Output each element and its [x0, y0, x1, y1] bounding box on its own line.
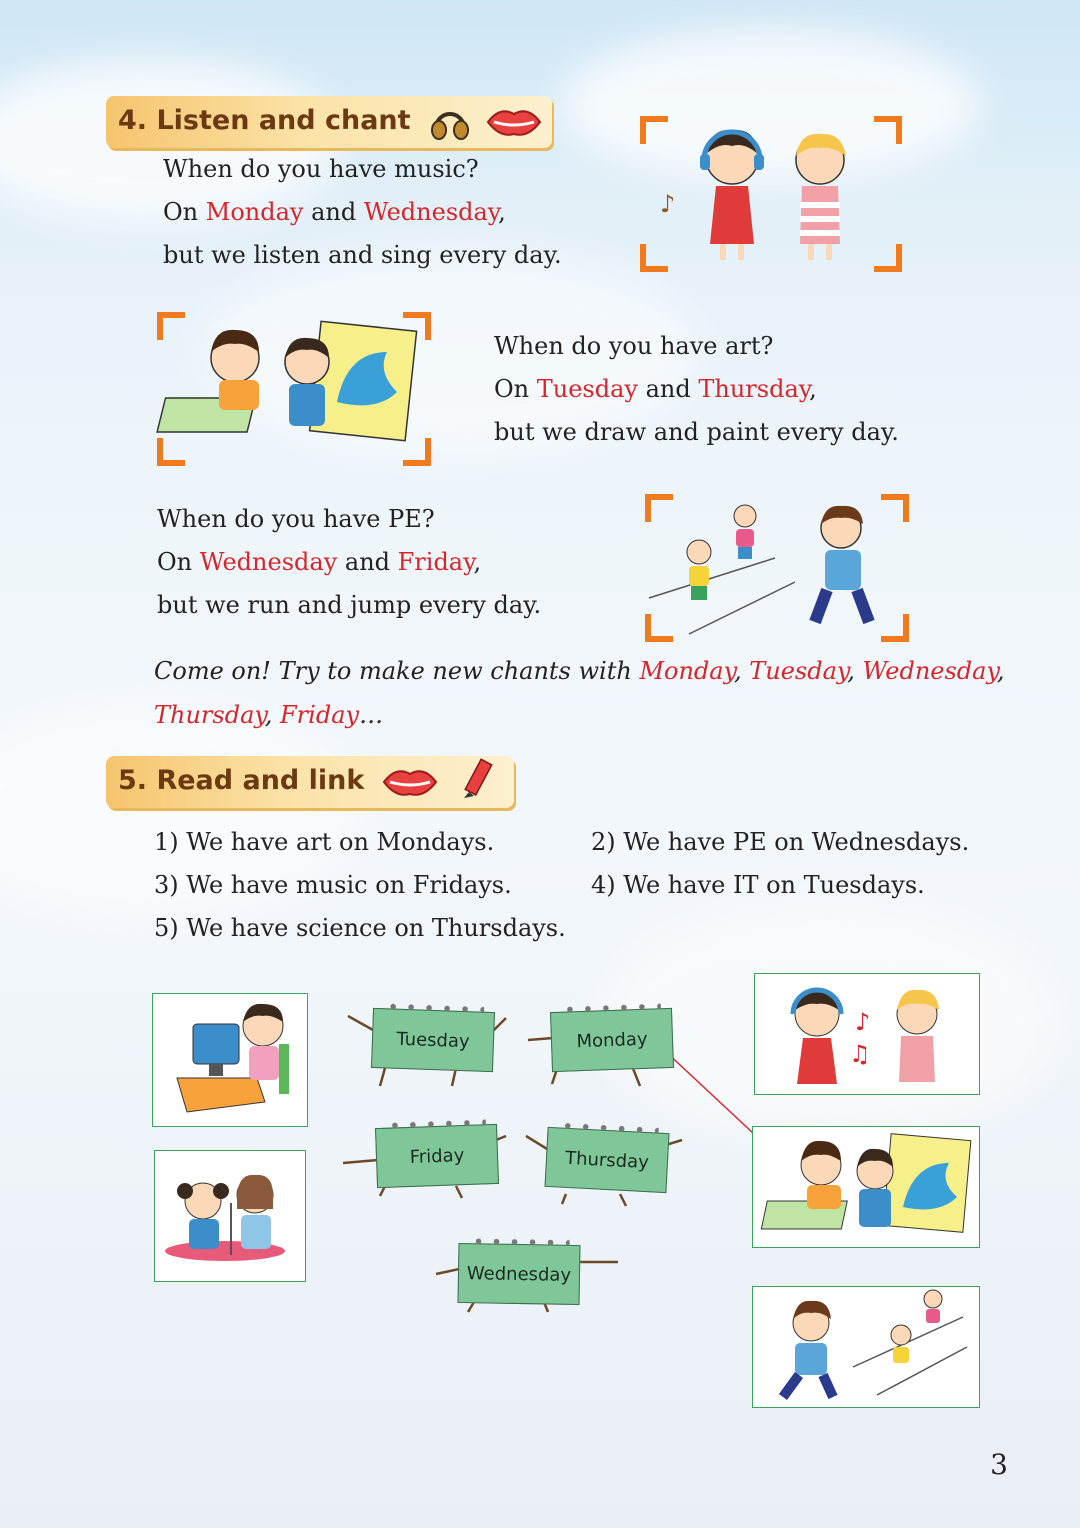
day-highlight: Friday	[280, 701, 360, 729]
svg-text:♪: ♪	[660, 190, 676, 218]
day-highlight: Monday	[639, 657, 734, 685]
day-highlight: Tuesday	[536, 375, 638, 403]
svg-text:♫: ♫	[849, 1040, 871, 1068]
day-highlight: Friday	[397, 548, 474, 576]
sentence-1: 1) We have art on Mondays.	[154, 828, 495, 856]
section5-title: 5. Read and link	[118, 765, 365, 796]
text: On	[163, 198, 206, 226]
day-card-tuesday[interactable]: Tuesday	[371, 1008, 495, 1072]
pe-line-3: but we run and jump every day.	[157, 591, 542, 619]
pe-class-picture[interactable]	[752, 1286, 980, 1408]
text: ,	[473, 548, 482, 576]
text: On	[157, 548, 200, 576]
svg-text:♪: ♪	[855, 1008, 871, 1036]
day-highlight: Wednesday	[363, 198, 499, 226]
text: and	[303, 198, 364, 226]
day-card-monday[interactable]: Monday	[550, 1008, 674, 1072]
day-highlight: Wednesday	[199, 548, 338, 576]
section4-title: 4. Listen and chant	[118, 105, 411, 136]
sentence-2: 2) We have PE on Wednesdays.	[591, 828, 970, 856]
day-highlight: Tuesday	[749, 657, 848, 685]
music-line-1: When do you have music?	[163, 155, 479, 183]
text: …	[359, 701, 384, 729]
music-line-3: but we listen and sing every day.	[163, 241, 562, 269]
art-line-3: but we draw and paint every day.	[494, 418, 899, 446]
text: ,	[264, 701, 281, 729]
text: ,	[996, 657, 1005, 685]
day-highlight: Wednesday	[862, 657, 997, 685]
day-card-friday[interactable]: Friday	[375, 1124, 499, 1188]
music-class-picture[interactable]	[754, 973, 980, 1095]
page-number: 3	[990, 1448, 1008, 1481]
text: and	[637, 375, 699, 403]
text: On	[494, 375, 537, 403]
art-class-picture[interactable]	[752, 1126, 980, 1248]
sentence-5: 5) We have science on Thursdays.	[154, 914, 566, 942]
day-highlight: Thursday	[154, 701, 265, 729]
text: ,	[809, 375, 817, 403]
text: ,	[847, 657, 863, 685]
day-highlight: Monday	[205, 198, 304, 226]
text: Come on! Try to make new chants with	[154, 657, 640, 685]
day-card-thursday[interactable]: Thursday	[545, 1127, 670, 1193]
art-line-1: When do you have art?	[494, 332, 774, 360]
text: and	[337, 548, 398, 576]
text: ,	[733, 657, 750, 685]
day-highlight: Thursday	[698, 375, 810, 403]
sentence-4: 4) We have IT on Tuesdays.	[591, 871, 925, 899]
text: ,	[498, 198, 506, 226]
pe-line-1: When do you have PE?	[157, 505, 435, 533]
day-card-wednesday[interactable]: Wednesday	[457, 1243, 580, 1305]
sentence-3: 3) We have music on Fridays.	[154, 871, 512, 899]
